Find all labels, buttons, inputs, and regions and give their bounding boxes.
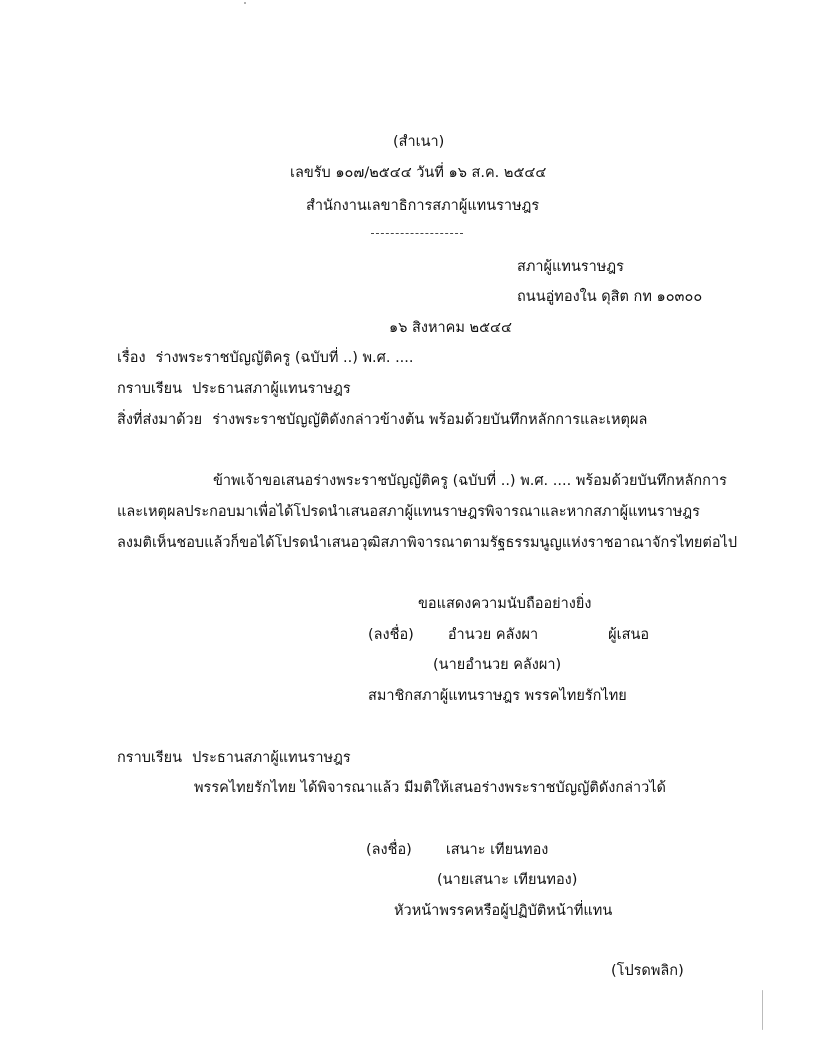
signature-2-full-name: (นายเสนาะ เทียนทอง): [437, 872, 578, 888]
scan-speck: [244, 2, 246, 4]
endorsement-text: พรรคไทยรักไทย ได้พิจารณาแล้ว มีมติให้เสนอร่างพระราชบัญญัติดังกล่าวได้: [194, 780, 666, 796]
signature-1-full-name: (นายอำนวย คลังผา): [433, 657, 562, 673]
address-line-1: สภาผู้แทนราษฎร: [517, 259, 624, 275]
body-line-1: ข้าพเจ้าขอเสนอร่างพระราชบัญญัติครู (ฉบับที่ ..) พ.ศ. .... พร้อมด้วยบันทึกหลักการ: [213, 473, 727, 489]
signature-1-label: (ลงชื่อ): [368, 627, 414, 643]
header-divider: [371, 233, 463, 234]
subject-line: [117, 348, 414, 368]
signature-2-signer: เสนาะ เทียนทอง: [445, 842, 549, 858]
subject-text: ร่างพระราชบัญญัติครู (ฉบับที่ ..) พ.ศ. ....: [155, 350, 414, 366]
signature-1-role: ผู้เสนอ: [608, 627, 650, 643]
endorsement-salutation-line: [117, 748, 351, 768]
signature-2-line: [366, 840, 548, 860]
subject-label: เรื่อง: [117, 350, 146, 366]
body-line-3: ลงมติเห็นชอบแล้วก็ขอได้โปรดนำเสนอวุฒิสภาพิจารณาตามรัฐธรรมนูญแห่งราชอาณาจักรไทยต่อไป: [117, 535, 738, 551]
signature-1-position: สมาชิกสภาผู้แทนราษฎร พรรคไทยรักไทย: [368, 688, 627, 704]
turn-over-note: (โปรดพลิก): [611, 963, 684, 979]
office-name: สำนักงานเลขาธิการสภาผู้แทนราษฎร: [306, 198, 540, 214]
address-line-2: ถนนอู่ทองใน ดุสิต กท ๑๐๓๐๐: [517, 289, 703, 305]
salutation-label: กราบเรียน: [117, 381, 183, 397]
closing-phrase: ขอแสดงความนับถืออย่างยิ่ง: [418, 596, 592, 612]
endorsement-salutation-text: ประธานสภาผู้แทนราษฎร: [192, 750, 351, 766]
letter-date: ๑๖ สิงหาคม ๒๕๔๔: [389, 320, 512, 336]
signature-2-label: (ลงชื่อ): [366, 842, 412, 858]
signature-1-signer: อำนวย คลังผา: [447, 627, 539, 643]
scan-edge-mark: [762, 990, 763, 1030]
enclosure-text: ร่างพระราชบัญญัติดังกล่าวข้างต้น พร้อมด้วยบันทึกหลักการและเหตุผล: [212, 412, 648, 428]
enclosure-line: [117, 410, 647, 430]
body-line-2: และเหตุผลประกอบมาเพื่อได้โปรดนำเสนอสภาผู้แทนราษฎรพิจารณาและหากสภาผู้แทนราษฎร: [117, 504, 700, 520]
receipt-number-line: เลขรับ ๑๐๗/๒๕๔๔ วันที่ ๑๖ ส.ค. ๒๕๔๔: [290, 165, 547, 181]
endorsement-salutation-label: กราบเรียน: [117, 750, 183, 766]
signature-2-position: หัวหน้าพรรคหรือผู้ปฏิบัติหน้าที่แทน: [394, 903, 613, 919]
salutation-line: [117, 379, 351, 399]
copy-mark: (สำเนา): [393, 134, 445, 150]
signature-1-line: [368, 625, 649, 645]
enclosure-label: สิ่งที่ส่งมาด้วย: [117, 412, 203, 428]
salutation-text: ประธานสภาผู้แทนราษฎร: [192, 381, 351, 397]
